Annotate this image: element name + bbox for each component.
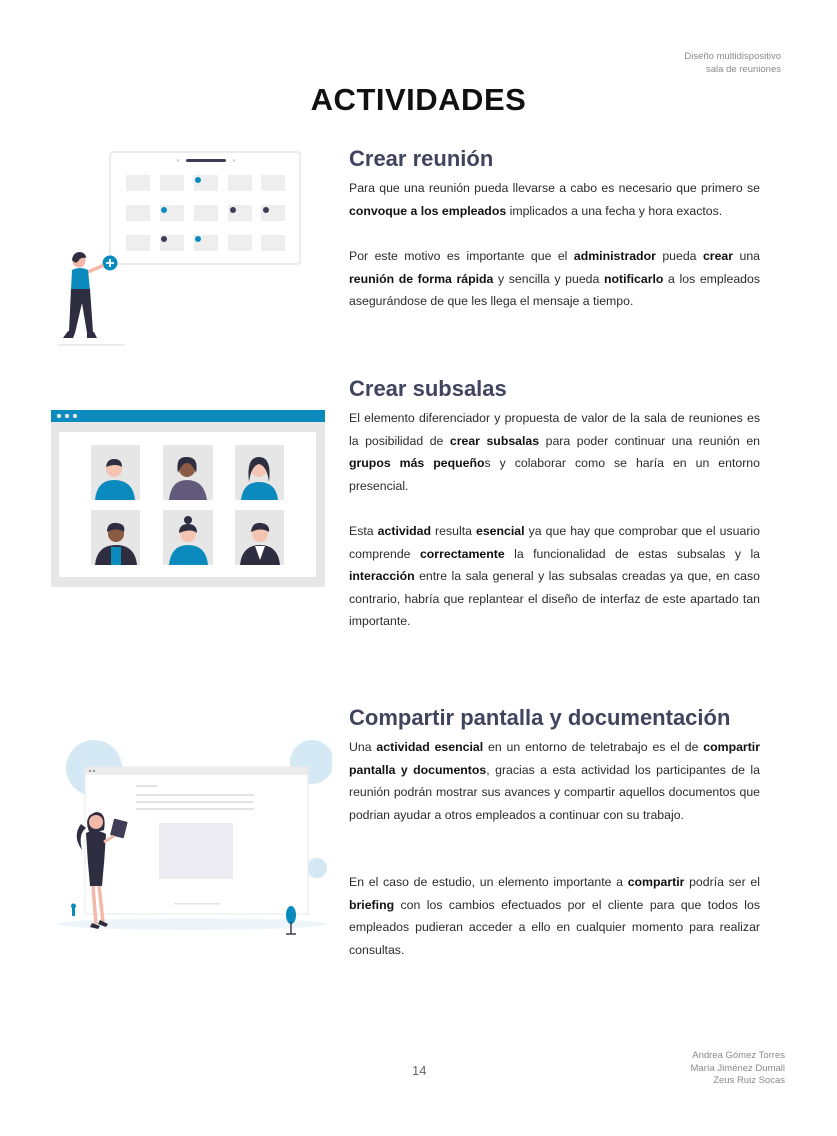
video-grid-illustration (51, 410, 326, 588)
emphasis-text: administrador (573, 249, 656, 263)
emphasis-text: compartir (627, 875, 685, 889)
section-2-paragraph-2: Esta actividad resulta esencial ya que hay que comprobar que el usuario comprende correctamente la funcionalidad de estas subsalas y la interacción entre la sala general y las subsalas creadas ya que, en caso contrario, habría que replantear el diseño de interfaz de este apartado tan importante. (349, 524, 761, 629)
section-3-paragraph-1: Una actividad esencial en un entorno de teletrabajo es el de compartir pantalla y documentos, gracias a esta actividad los participantes de la reunión podrán mostrar sus avances y compartir aquellos documentos que podrian ayudar a otros empleados a continuar con su trabajo. (349, 740, 760, 822)
emphasis-text: crear subsalas (449, 433, 540, 448)
header-line-1: Diseño multidispositivo (684, 51, 781, 62)
page-title: ACTIVIDADES (310, 82, 527, 117)
emphasis-text: grupos más pequeño (349, 456, 485, 471)
author-1: Andrea Gómez Torres (692, 1050, 785, 1061)
emphasis-text: actividad esencial (376, 740, 484, 754)
emphasis-text: interacción (349, 569, 415, 584)
emphasis-text: notificarlo (603, 271, 664, 286)
screen-share-illustration (52, 738, 332, 938)
header-line-2: sala de reuniones (706, 64, 781, 75)
footer-authors (691, 1050, 786, 1088)
emphasis-text: convoque a los empleados (349, 203, 507, 218)
emphasis-text: reunión de forma rápida (349, 271, 494, 286)
section-1-paragraph-2: Por este motivo es importante que el administrador pueda crear una reunión de forma rápida y sencilla y pueda notificarlo a los empleados asegurándose de que les llega el mensaje a tiempo. (349, 249, 761, 309)
section-3-paragraph-2: En el caso de estudio, un elemento importante a compartir podría ser el briefing con los cambios efectuados por el cliente para que todos los empleados pudieran acceder a ello en cualquier momento para realizar consultas. (349, 875, 760, 957)
calendar-illustration (55, 148, 305, 348)
section-1-paragraph-1: Para que una reunión pueda llevarse a cabo es necesario que primero se convoque a los empleados implicados a una fecha y hora exactos. (349, 181, 760, 218)
author-2: María Jiménez Dumall (690, 1062, 785, 1074)
author-3: Zeus Ruiz Socas (713, 1075, 785, 1086)
emphasis-text: actividad (377, 524, 431, 538)
emphasis-text: correctamente (419, 546, 505, 561)
page-number: 14 (412, 1063, 427, 1078)
header (684, 50, 781, 76)
section-2-paragraph-1: El elemento diferenciador y propuesta de valor de la sala de reuniones es la posibilidad de crear subsalas para poder continuar una reunión en grupos más pequeños y colaborar como se haría en un entorno presencial. (349, 411, 760, 493)
section-3-title: Compartir pantalla y documentación (349, 705, 731, 730)
emphasis-text: compartir pantalla y documentos (349, 740, 760, 777)
section-1-title: Crear reunión (349, 146, 494, 171)
emphasis-text: esencial (476, 524, 525, 538)
section-2-title: Crear subsalas (349, 376, 507, 401)
emphasis-text: crear (702, 249, 734, 263)
emphasis-text: briefing (349, 897, 395, 912)
